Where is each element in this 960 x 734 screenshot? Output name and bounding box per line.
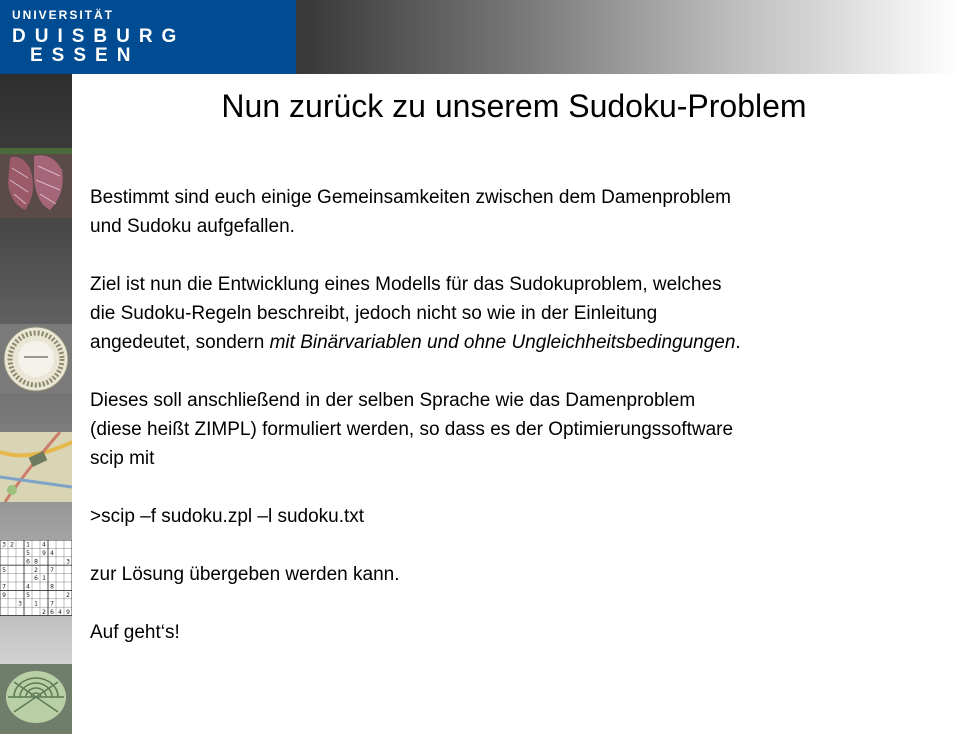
sudoku-digit: 9 (42, 549, 46, 557)
slide-title: Nun zurück zu unserem Sudoku-Problem (221, 88, 807, 124)
sudoku-digit: 4 (42, 541, 46, 549)
sudoku-digit: 9 (2, 591, 6, 599)
sudoku-digit: 3 (66, 558, 70, 566)
sudoku-digit: 5 (26, 591, 30, 599)
paragraph-2 (90, 270, 920, 357)
sudoku-digit: 8 (50, 583, 54, 591)
sudoku-digit: 7 (50, 566, 54, 574)
logo-line-duisburg: DUISBURG (12, 26, 186, 47)
sudoku-digit: 4 (50, 549, 54, 557)
p2-line3-period: . (735, 332, 741, 353)
sudoku-digit: 5 (2, 566, 6, 574)
command-text: >scip –f sudoku.zpl –l sudoku.txt (90, 506, 365, 527)
fritillaria-flower-image (0, 148, 72, 218)
p2-line3-text: angedeutet, sondern (90, 332, 270, 353)
sudoku-grid-image (0, 540, 72, 616)
header-band (0, 0, 960, 74)
nautilus-shell-image (0, 664, 72, 734)
sudoku-digit: 1 (26, 541, 30, 549)
sudoku-digit: 4 (26, 583, 30, 591)
sudoku-digit: 6 (34, 575, 38, 583)
sudoku-digit: 3 (18, 600, 22, 608)
p3-line2: (diese heißt ZIMPL) formuliert werden, so dass es der Optimierungssoftware (90, 419, 734, 440)
paragraph-4 (90, 560, 920, 589)
p4-text: zur Lösung übergeben werden kann. (90, 564, 400, 585)
sudoku-digit: 2 (42, 608, 46, 616)
sudoku-digit: 7 (50, 600, 54, 608)
sudoku-digit: 6 (50, 608, 54, 616)
sudoku-digit: 2 (10, 541, 14, 549)
p1-line1: Bestimmt sind euch einige Gemeinsamkeiten zwischen dem Damenproblem (90, 187, 732, 208)
sudoku-digit: 1 (42, 575, 46, 583)
city-map-image (0, 432, 72, 502)
p2-line1: Ziel ist nun die Entwicklung eines Modells für das Sudokuproblem, welches (90, 274, 722, 295)
sudoku-digit: 4 (58, 608, 62, 616)
paragraph-3 (90, 386, 920, 473)
sudoku-digit: 9 (66, 608, 70, 616)
sudoku-digit: 3 (2, 541, 6, 549)
paragraph-1 (90, 183, 920, 241)
p1-line2: und Sudoku aufgefallen. (90, 216, 295, 237)
p2-line3 (90, 328, 920, 357)
sudoku-digit: 2 (34, 566, 38, 574)
sudoku-digit: 5 (26, 549, 30, 557)
slide-body (90, 183, 920, 647)
p5-text: Auf geht‘s! (90, 622, 180, 643)
clock-dial-image (0, 324, 72, 394)
p2-line2: die Sudoku-Regeln beschreibt, jedoch nicht so wie in der Einleitung (90, 303, 658, 324)
sudoku-digit: 6 (26, 558, 30, 566)
p3-line3: scip mit (90, 448, 155, 469)
p3-line1: Dieses soll anschließend in der selben Sprache wie das Damenproblem (90, 390, 696, 411)
sudoku-digit: 8 (34, 558, 38, 566)
sudoku-digit: 2 (66, 591, 70, 599)
university-logo (0, 0, 296, 74)
strip-divider (72, 74, 74, 720)
logo-line-universitaet: UNIVERSITÄT (12, 8, 115, 22)
command-line (90, 502, 920, 531)
logo-line-essen: ESSEN (30, 45, 140, 66)
paragraph-5 (90, 618, 920, 647)
sudoku-digit: 1 (34, 600, 38, 608)
p2-line3-emphasis: mit Binärvariablen und ohne Ungleichheitsbedingungen (269, 332, 736, 353)
sudoku-digit: 7 (2, 583, 6, 591)
left-image-strip (0, 74, 72, 720)
